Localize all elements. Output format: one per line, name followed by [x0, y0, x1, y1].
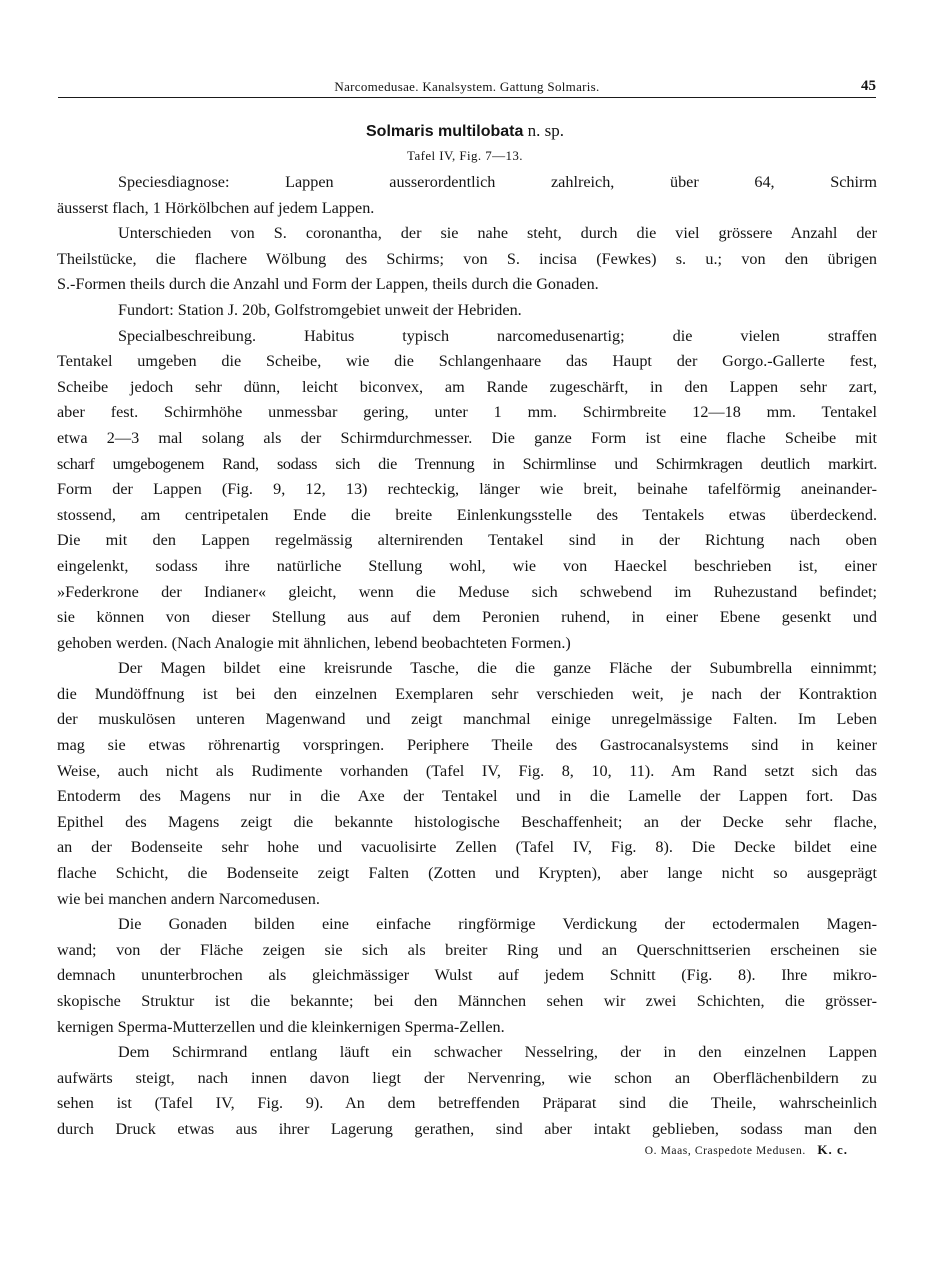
- text-line: wie bei manchen andern Narcomedusen.: [57, 889, 320, 908]
- text-line: Entoderm des Magens nur in die Axe der Tentakel und in die Lamelle der Lappen fort. Das: [57, 787, 877, 806]
- text-line: mag sie etwas röhrenartig vorspringen. Periphere Theile des Gastrocanalsystems sind in keiner: [57, 736, 877, 755]
- text-line: der muskulösen unteren Magenwand und zeigt manchmal einige unregelmässige Falten. Im Leben: [57, 710, 877, 729]
- text-line: skopische Struktur ist die bekannte; bei den Männchen sehen wir zwei Schichten, die grösser-: [57, 992, 877, 1010]
- paragraph-locality: [57, 298, 877, 324]
- paragraph-gonads: [57, 912, 877, 1040]
- paragraph-margin: [57, 1040, 877, 1142]
- text-line: scharf umgebogenem Rand, sodass sich die Trennung in Schirmlinse und Schirmkragen deutlich markirt.: [57, 454, 877, 473]
- text-line: durch Druck etwas aus ihrer Lagerung gerathen, sind aber intakt geblieben, sodass man den: [57, 1119, 877, 1138]
- text-line: äusserst flach, 1 Hörkölbchen auf jedem Lappen.: [57, 198, 375, 217]
- text-line: Tentakel umgeben die Scheibe, wie die Schlangenhaare das Haupt der Gorgo.-Gallerte fest,: [57, 352, 877, 371]
- text-line: Epithel des Magens zeigt die bekannte histologische Beschaffenheit; an der Decke sehr flache,: [57, 812, 877, 831]
- header-rule: [58, 97, 876, 98]
- text-line: die Mundöffnung ist bei den einzelnen Exemplaren sehr verschieden weit, je nach der Kontraktion: [57, 684, 877, 703]
- signature-text: O. Maas, Craspedote Medusen.: [644, 1145, 806, 1157]
- text-line: Scheibe jedoch sehr dünn, leicht biconvex, am Rande zugeschärft, in den Lappen sehr zart,: [57, 377, 877, 396]
- text-line: etwa 2—3 mal solang als der Schirmdurchmesser. Die ganze Form ist eine flache Scheibe mit: [57, 428, 877, 447]
- body-text: [57, 170, 877, 1143]
- text-line: Die mit den Lappen regelmässig alternirenden Tentakel sind in der Richtung nach oben: [57, 531, 877, 550]
- running-head-title: Narcomedusae. Kanalsystem. Gattung Solmaris.: [334, 79, 600, 94]
- text-line: Theilstücke, die flachere Wölbung des Schirms; von S. incisa (Fewkes) s. u.; von den übrigen: [57, 249, 877, 268]
- text-line: S.-Formen theils durch die Anzahl und Form der Lappen, theils durch die Gonaden.: [57, 275, 599, 294]
- text-line: sie können von dieser Stellung aus auf dem Peronien ruhend, in einer Ebene gesenkt und: [57, 608, 877, 627]
- text-line: Form der Lappen (Fig. 9, 12, 13) rechteckig, länger wie breit, beinahe tafelförmig aneinander-: [57, 480, 877, 499]
- running-head: [58, 78, 876, 98]
- text-line: Speciesdiagnose: Lappen ausserordentlich zahlreich, über 64, Schirm: [118, 173, 877, 191]
- text-line: »Federkrone der Indianer« gleicht, wenn die Meduse sich schwebend im Ruhezustand befindet;: [57, 582, 877, 601]
- text-line: aufwärts steigt, nach innen davon liegt der Nervenring, wie schon an Oberflächenbildern zu: [57, 1068, 877, 1087]
- paragraph-diagnosis: [57, 170, 877, 221]
- text-line: Dem Schirmrand entlang läuft ein schwacher Nesselring, der in den einzelnen Lappen: [118, 1043, 877, 1062]
- text-line: stossend, am centripetalen Ende die breite Einlenkungsstelle des Tentakels etwas überdeckend.: [57, 505, 877, 524]
- text-line: gehoben werden. (Nach Analogie mit ähnlichen, lebend beobachteten Formen.): [57, 633, 571, 652]
- signature-mark: K. c.: [817, 1142, 848, 1157]
- text-line: sehen ist (Tafel IV, Fig. 9). An dem betreffenden Präparat sind die Theile, wahrscheinlich: [57, 1094, 877, 1113]
- text-line: demnach ununterbrochen als gleichmässiger Wulst auf jedem Schnitt (Fig. 8). Ihre mikro-: [57, 966, 877, 985]
- text-line: flache Schicht, die Bodenseite zeigt Falten (Zotten und Krypten), aber lange nicht so ausgeprägt: [57, 864, 877, 883]
- paragraph-distinction: [57, 221, 877, 298]
- text-line: eingelenkt, sodass ihre natürliche Stellung wohl, wie von Haeckel beschrieben ist, einer: [57, 556, 877, 575]
- text-line: Weise, auch nicht als Rudimente vorhanden (Tafel IV, Fig. 8, 10, 11). Am Rand setzt sich das: [57, 761, 877, 780]
- footer-signature: [645, 1142, 848, 1158]
- article-title: [0, 121, 930, 141]
- text-line: wand; von der Fläche zeigen sie sich als breiter Ring und an Querschnittserien erscheinen sie: [57, 940, 877, 959]
- paragraph-stomach: [57, 656, 877, 912]
- text-line: Unterschieden von S. coronantha, der sie nahe steht, durch die viel grössere Anzahl der: [118, 224, 877, 243]
- page-number: 45: [861, 78, 876, 94]
- species-name: Solmaris multilobata: [366, 123, 524, 140]
- species-suffix: n. sp.: [527, 121, 564, 140]
- text-line: aber fest. Schirmhöhe unmessbar gering, unter 1 mm. Schirmbreite 12—18 mm. Tentakel: [57, 403, 877, 422]
- plate-reference: Tafel IV, Fig. 7—13.: [407, 148, 523, 163]
- text-line: Der Magen bildet eine kreisrunde Tasche, die die ganze Fläche der Subumbrella einnimmt;: [118, 659, 877, 678]
- text-line: Fundort: Station J. 20b, Golfstromgebiet unweit der Hebriden.: [118, 300, 522, 319]
- text-line: Specialbeschreibung. Habitus typisch narcomedusenartig; die vielen straffen: [118, 326, 877, 345]
- paragraph-description: [57, 324, 877, 657]
- text-line: an der Bodenseite sehr hohe und vacuolisirte Zellen (Tafel IV, Fig. 8). Die Decke bildet eine: [57, 838, 877, 857]
- text-line: Die Gonaden bilden eine einfache ringförmige Verdickung der ectodermalen Magen-: [118, 915, 877, 934]
- text-line: kernigen Sperma-Mutterzellen und die kleinkernigen Sperma-Zellen.: [57, 1017, 505, 1036]
